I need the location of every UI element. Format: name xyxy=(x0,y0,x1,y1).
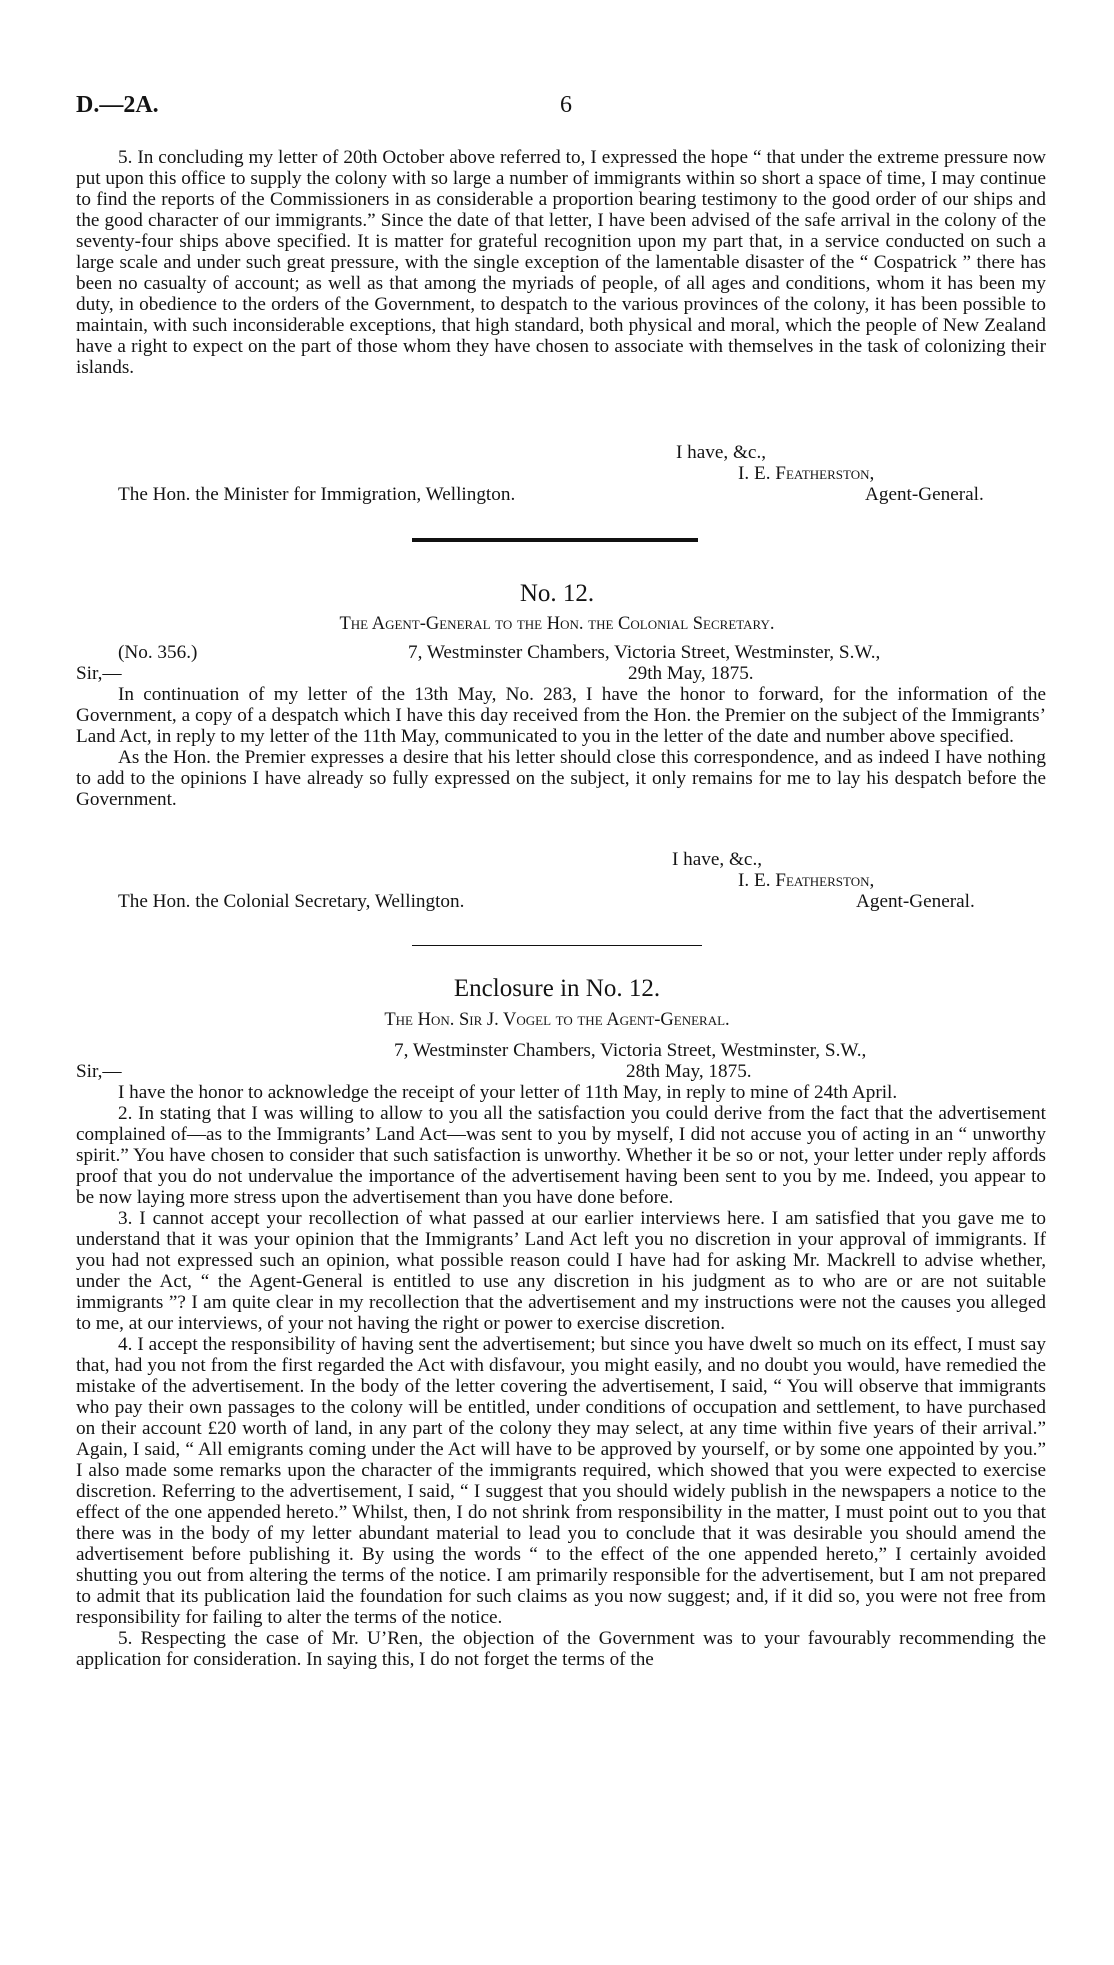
enclosure-body xyxy=(76,1082,1046,1670)
no12-addressee: The Hon. the Colonial Secretary, Wellington. xyxy=(118,891,465,912)
enclosure-heading: Enclosure in No. 12. xyxy=(453,975,661,1002)
enclosure-paragraph-5: 5. Respecting the case of Mr. U’Ren, the objection of the Government was to your favourably recommending the application for consideration. In saying this, I do not forget the terms of the xyxy=(76,1628,1046,1670)
letter1-signature: I. E. Featherston, xyxy=(738,463,875,484)
letter1-body xyxy=(76,147,1046,378)
no12-address: 7, Westminster Chambers, Victoria Street, Westminster, S.W., xyxy=(408,642,881,663)
enclosure-paragraph-2: 2. In stating that I was willing to allow to you all the satisfaction you could derive from the fact that the advertisement complained of—as to the Immigrants’ Land Act—was sent to you by myself, I did not accuse you of acting in an “ unworthy spirit.” You have chosen to consider that such satisfaction is unworthy. Whether it be so or not, your letter under reply affords proof that you do not undervalue the importance of the advertisement having been sent to you by me. Indeed, you appear to be now laying more stress upon the advertisement than you have done before. xyxy=(76,1103,1046,1208)
no12-paragraph-2: As the Hon. the Premier expresses a desire that his letter should close this correspondence, and as indeed I have nothing to add to the opinions I have already so fully expressed on the subject, it only remains for me to lay his despatch before the Government. xyxy=(76,747,1046,810)
letter1-closing: I have, &c., xyxy=(676,442,767,463)
enclosure-date: 28th May, 1875. xyxy=(626,1061,752,1082)
enclosure-divider xyxy=(412,945,702,946)
no12-body xyxy=(76,684,1046,810)
no12-date: 29th May, 1875. xyxy=(628,663,754,684)
no12-title: Agent-General. xyxy=(856,891,975,912)
enclosure-paragraph-4: 4. I accept the responsibility of having sent the advertisement; but since you have dwelt so much on its effect, I must say that, had you not from the first regarded the Act with disfavour, you might easily, and no doubt you would, have remedied the mistake of the advertisement. In the body of the letter covering the advertisement, I said, “ You will observe that immigrants who pay their own passages to the colony will be entitled, under conditions of occupation and settlement, to have purchased on their account £20 worth of land, in any part of the colony they may select, at any time within five years of their arrival.” Again, I said, “ All emigrants coming under the Act will have to be approved by yourself, or by some one appointed by you.” I also made some remarks upon the character of the immigrants required, which showed that you were expected to exercise discretion. Referring to the advertisement, I said, “ I suggest that you should widely publish in the newspapers a notice to the effect of the one appended hereto.” Whilst, then, I do not shrink from responsibility in the matter, I must point out to you that there was in the body of my letter abundant material to lead you to conclude that it was desirable you should amend the advertisement before publishing it. By using the words “ to the effect of the one appended hereto,” I certainly avoided shutting you out from altering the terms of the notice. I am primarily responsible for the advertisement, but I am not prepared to admit that its publication laid the foundation for such claims as you now suggest; and, if it did so, you were not free from responsibility for failing to alter the terms of the notice. xyxy=(76,1334,1046,1628)
letter1-paragraph-5: 5. In concluding my letter of 20th October above referred to, I expressed the hope “ that under the extreme pressure now put upon this office to supply the colony with so large a number of immigrants within so short a space of time, I may continue to find the reports of the Commissioners in as considerable a proportion bearing testimony to the good order of our ships and the good character of our immigrants.” Since the date of that letter, I have been advised of the safe arrival in the colony of the seventy-four ships above specified. It is matter for grateful recognition upon my part that, in a service conducted on such a large scale and under such great pressure, with the single exception of the lamentable disaster of the “ Cospatrick ” there has been no casualty of account; as well as that among the myriads of people, of all ages and conditions, whom it has been my duty, in obedience to the orders of the Government, to despatch to the various provinces of the colony, it has been possible to maintain, with such inconsiderable exceptions, that high standard, both physical and moral, which the people of New Zealand have a right to expect on the part of those whom they have chosen to associate with themselves in the task of colonizing their islands. xyxy=(76,147,1046,378)
no12-paragraph-1: In continuation of my letter of the 13th May, No. 283, I have the honor to forward, for the information of the Government, a copy of a despatch which I have this day received from the Hon. the Premier on the subject of the Immigrants’ Land Act, in reply to my letter of the 11th May, communicated to you in the letter of the date and number above specified. xyxy=(76,684,1046,747)
enclosure-subheading: The Hon. Sir J. Vogel to the Agent-General. xyxy=(384,1010,730,1030)
no12-subheading: The Agent-General to the Hon. the Colonial Secretary. xyxy=(339,614,775,634)
enclosure-salutation: Sir,— xyxy=(76,1061,122,1082)
document-reference: D.—2A. xyxy=(76,92,159,118)
enclosure-paragraph-1: I have the honor to acknowledge the receipt of your letter of 11th May, in reply to mine of 24th April. xyxy=(118,1082,898,1103)
letter1-addressee: The Hon. the Minister for Immigration, Wellington. xyxy=(118,484,516,505)
no12-signature: I. E. Featherston, xyxy=(738,870,875,891)
no12-closing: I have, &c., xyxy=(672,849,763,870)
no12-reference: (No. 356.) xyxy=(118,642,198,663)
enclosure-address: 7, Westminster Chambers, Victoria Street, Westminster, S.W., xyxy=(394,1040,867,1061)
letter1-title: Agent-General. xyxy=(865,484,984,505)
section-divider xyxy=(412,538,698,542)
no12-salutation: Sir,— xyxy=(76,663,122,684)
enclosure-paragraph-3: 3. I cannot accept your recollection of what passed at our earlier interviews here. I am satisfied that you gave me to understand that it was your opinion that the Immigrants’ Land Act left you no discretion in your approval of immigrants. If you had not expressed such an opinion, what possible reason could I have had for asking Mr. Mackrell to advise whether, under the Act, “ the Agent-General is entitled to use any discretion in his judgment as to who are or are not suitable immigrants ”? I am quite clear in my recollection that the advertisement and my instructions were not the causes you alleged to me, at our interviews, of your not having the right or power to exercise discretion. xyxy=(76,1208,1046,1334)
page-number: 6 xyxy=(560,92,572,118)
no12-heading: No. 12. xyxy=(519,580,595,607)
